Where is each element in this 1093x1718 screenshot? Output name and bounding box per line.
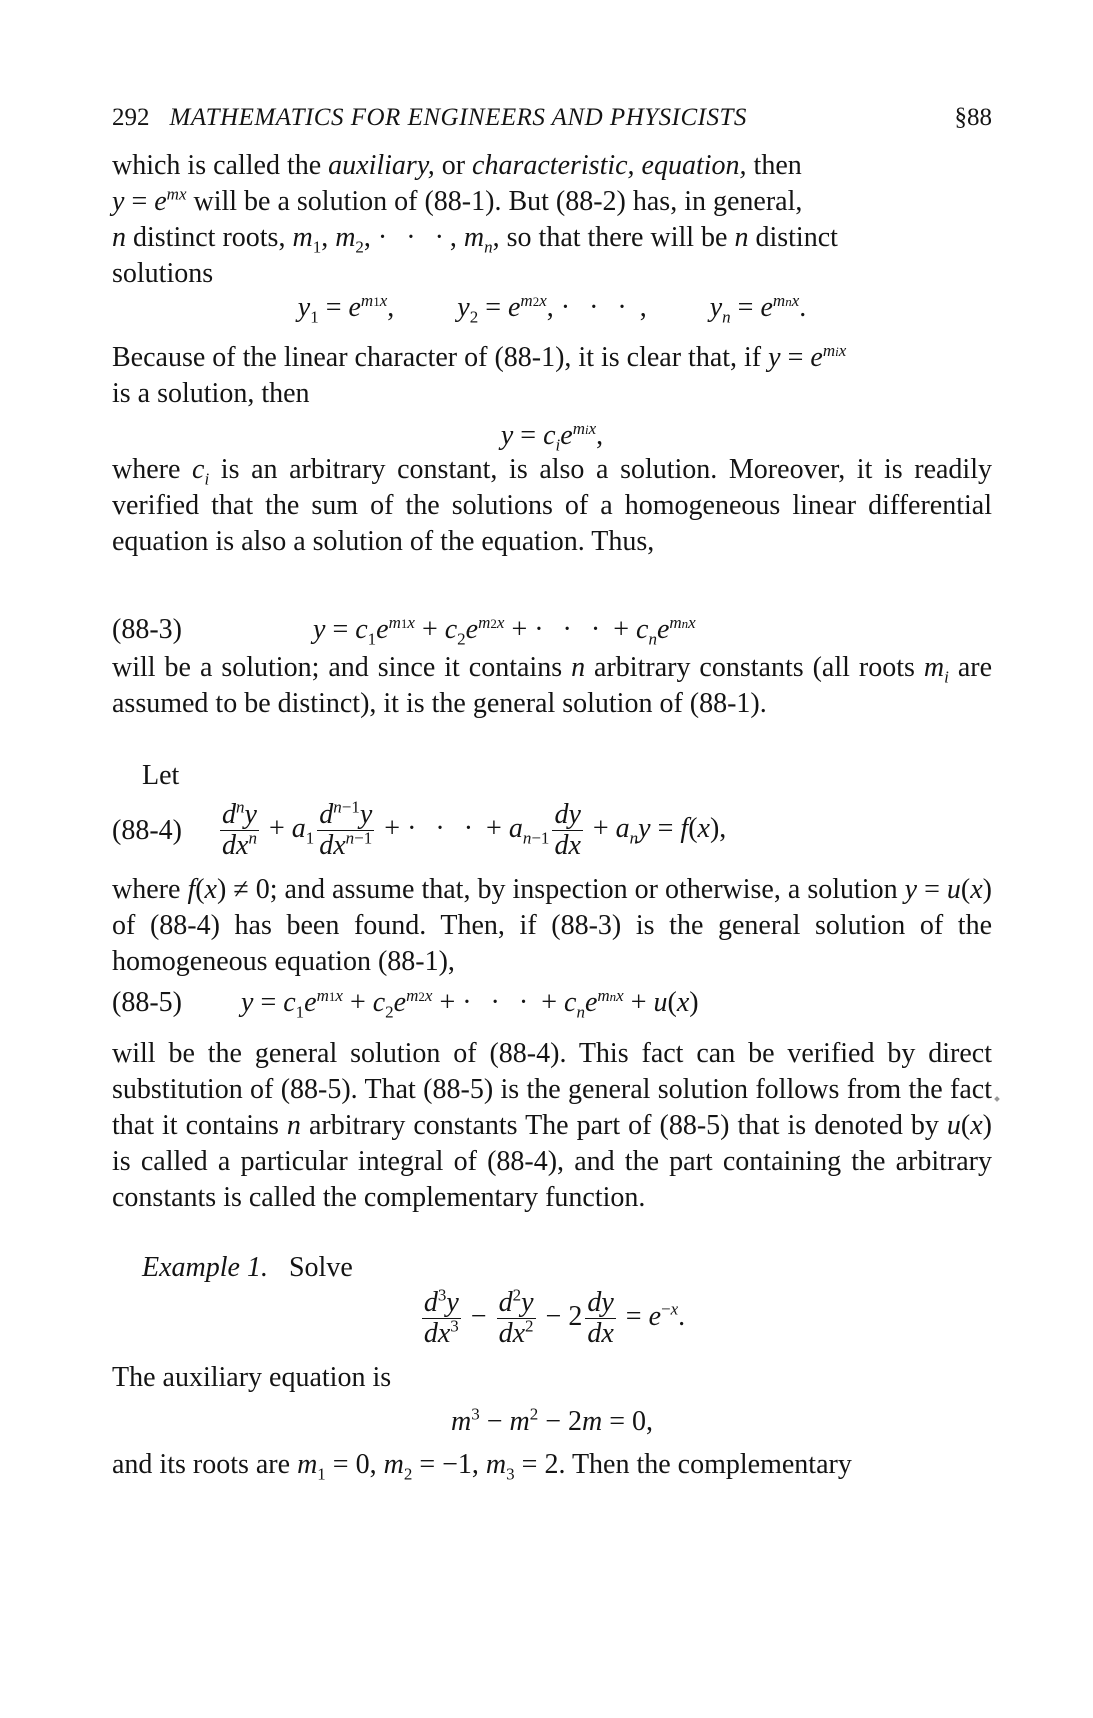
text: The auxiliary equation is bbox=[112, 1362, 392, 1393]
text: or bbox=[434, 150, 473, 181]
equation-solutions: $y_1 = e^{m1x}$, $y_2 = e^{m2x}$, · · · , $y_n = e^{mnx}$. bbox=[297, 290, 807, 327]
text: of (88-4) has been found. Then, if (88-3) is the general solution of the homogeneous equation (88-1), bbox=[112, 910, 992, 977]
equation-label: (88-5) bbox=[112, 987, 182, 1018]
text: arbitrary constants (all roots bbox=[585, 652, 924, 683]
text: where bbox=[112, 874, 188, 905]
paragraph-arbitrary-constant: where $c_i$ is an arbitrary constant, is also a solution. Moreover, it is readily verified that the sum of the solutions of a homogeneous linear differential equation is also a solution of the equation. Thus, bbox=[112, 454, 992, 557]
example-label: Example 1. bbox=[142, 1252, 268, 1283]
equation-label: (88-4) bbox=[112, 814, 182, 846]
text: distinct bbox=[748, 222, 838, 253]
paragraph-let bbox=[112, 758, 992, 794]
text: will be a solution; and since it contains bbox=[112, 652, 572, 683]
paragraph-roots: and its roots are $m_1 = 0$, $m_2 = -1$, $m_3 = 2$. Then the complementary bbox=[112, 1449, 852, 1484]
text: and its roots are bbox=[112, 1449, 298, 1480]
section-number: §88 bbox=[954, 104, 992, 131]
paragraph-auxiliary-equation: which is called the auxiliary, or characteristic, equation, then $y = e^{mx}$ will be a solution of (88-1). But (88-2) has, in general, n distinct roots, $m_1$, $m_2$, · · ·, $m_n$, so that there will be n distinct solutions bbox=[112, 150, 838, 289]
text: then bbox=[746, 150, 802, 181]
paragraph-general-solution: will be a solution; and since it contains n arbitrary constants (all roots $m_i$ are assumed to be distinct), it is the general solution of (88-1). bbox=[112, 652, 992, 719]
text: ; and assume that, by inspection or otherwise, a solution bbox=[269, 874, 905, 905]
paragraph-aux-intro bbox=[112, 1360, 992, 1396]
text: Let bbox=[142, 760, 180, 791]
equation-88-3: (88-3) $y = c_1e^{m1x} + c_2e^{m2x}$ + · · · + $c_ne^{mnx}$ bbox=[112, 612, 696, 649]
text: Then the complementary bbox=[565, 1449, 852, 1480]
equation-88-4: (88-4) $\frac{d^ny}{dx^n}$ + $a_1$ $\frac{d^{n-1}y}{dx^{n-1}}$ + · · · + $a_{n-1}$ $\frac{dy}{dx}$ + $a_ny = f(x)$, bbox=[112, 797, 727, 861]
equation-label: (88-3) bbox=[112, 614, 182, 645]
term-auxiliary: auxiliary, bbox=[328, 150, 435, 181]
equation-example: $\frac{d^3y}{dx^3}$ − $\frac{d^2y}{dx^2}$ − 2 $\frac{dy}{dx}$ = $e^{-x}$. bbox=[423, 1285, 686, 1349]
text: distinct roots, bbox=[126, 222, 293, 253]
text: is a solution, then bbox=[112, 378, 310, 409]
text: will be the general solution of (88-4). This fact can be verified by direct substitution of (88-5). That (88-5) is the general solution follows from the fact that it contains bbox=[112, 1038, 992, 1141]
text: which is called the bbox=[112, 150, 329, 181]
text: is called a particular integral of (88-4), and the part containing the arbitrary constants is called the complementary function. bbox=[112, 1146, 992, 1213]
page-number: 292 bbox=[112, 104, 150, 131]
text: is an arbitrary constant, is also a solution. Moreover, it is readily verified that the sum of the solutions of a homogeneous linear differential equation is also a solution of the equation. Thus, bbox=[112, 454, 992, 557]
text: solutions bbox=[112, 258, 214, 289]
equation-88-5: (88-5) $y = c_1e^{m1x} + c_2e^{m2x}$ + · · · + $c_ne^{mnx} + u(x)$ bbox=[112, 985, 699, 1022]
equation-scaled-solution: $y = c_ie^{mix}$, bbox=[500, 418, 604, 455]
paragraph-complementary-function: will be the general solution of (88-4). This fact can be verified by direct substitution of (88-5). That (88-5) is the general solution follows from the fact that it contains n arbitrary constants The part of (88-5) that is denoted by u(x) is called a particular integral of (88-4), and the part containing the arbitrary constants is called the complementary function. bbox=[112, 1038, 992, 1213]
book-title: MATHEMATICS FOR ENGINEERS AND PHYSICISTS bbox=[169, 104, 747, 131]
text: are assumed to be distinct), it is the general solution of (88-1). bbox=[112, 652, 992, 719]
paragraph-linear-character: Because of the linear character of (88-1), it is clear that, if $y = e^{mix}$ is a solution, then bbox=[112, 340, 847, 409]
text: so that there will be bbox=[499, 222, 735, 253]
text: Because of the linear character of (88-1), it is clear that, if bbox=[112, 342, 769, 373]
example-heading bbox=[112, 1250, 992, 1286]
text: arbitrary constants The part of (88-5) that is denoted by bbox=[300, 1110, 947, 1141]
running-head bbox=[112, 100, 992, 136]
equation-auxiliary: $m^3 - m^2 - 2m = 0$, bbox=[450, 1404, 654, 1437]
text: Solve bbox=[288, 1252, 353, 1283]
paragraph-particular-solution: where f(x) ≠ 0; and assume that, by inspection or otherwise, a solution y = u(x) of (88-4) has been found. Then, if (88-3) is the general solution of the homogeneous equation (88-1), bbox=[112, 874, 992, 977]
margin-mark bbox=[994, 1096, 1000, 1102]
text: where bbox=[112, 454, 193, 485]
term-characteristic: characteristic, equation, bbox=[472, 150, 747, 181]
text: will be a solution of (88-1). But (88-2) has, in general, bbox=[186, 186, 803, 217]
